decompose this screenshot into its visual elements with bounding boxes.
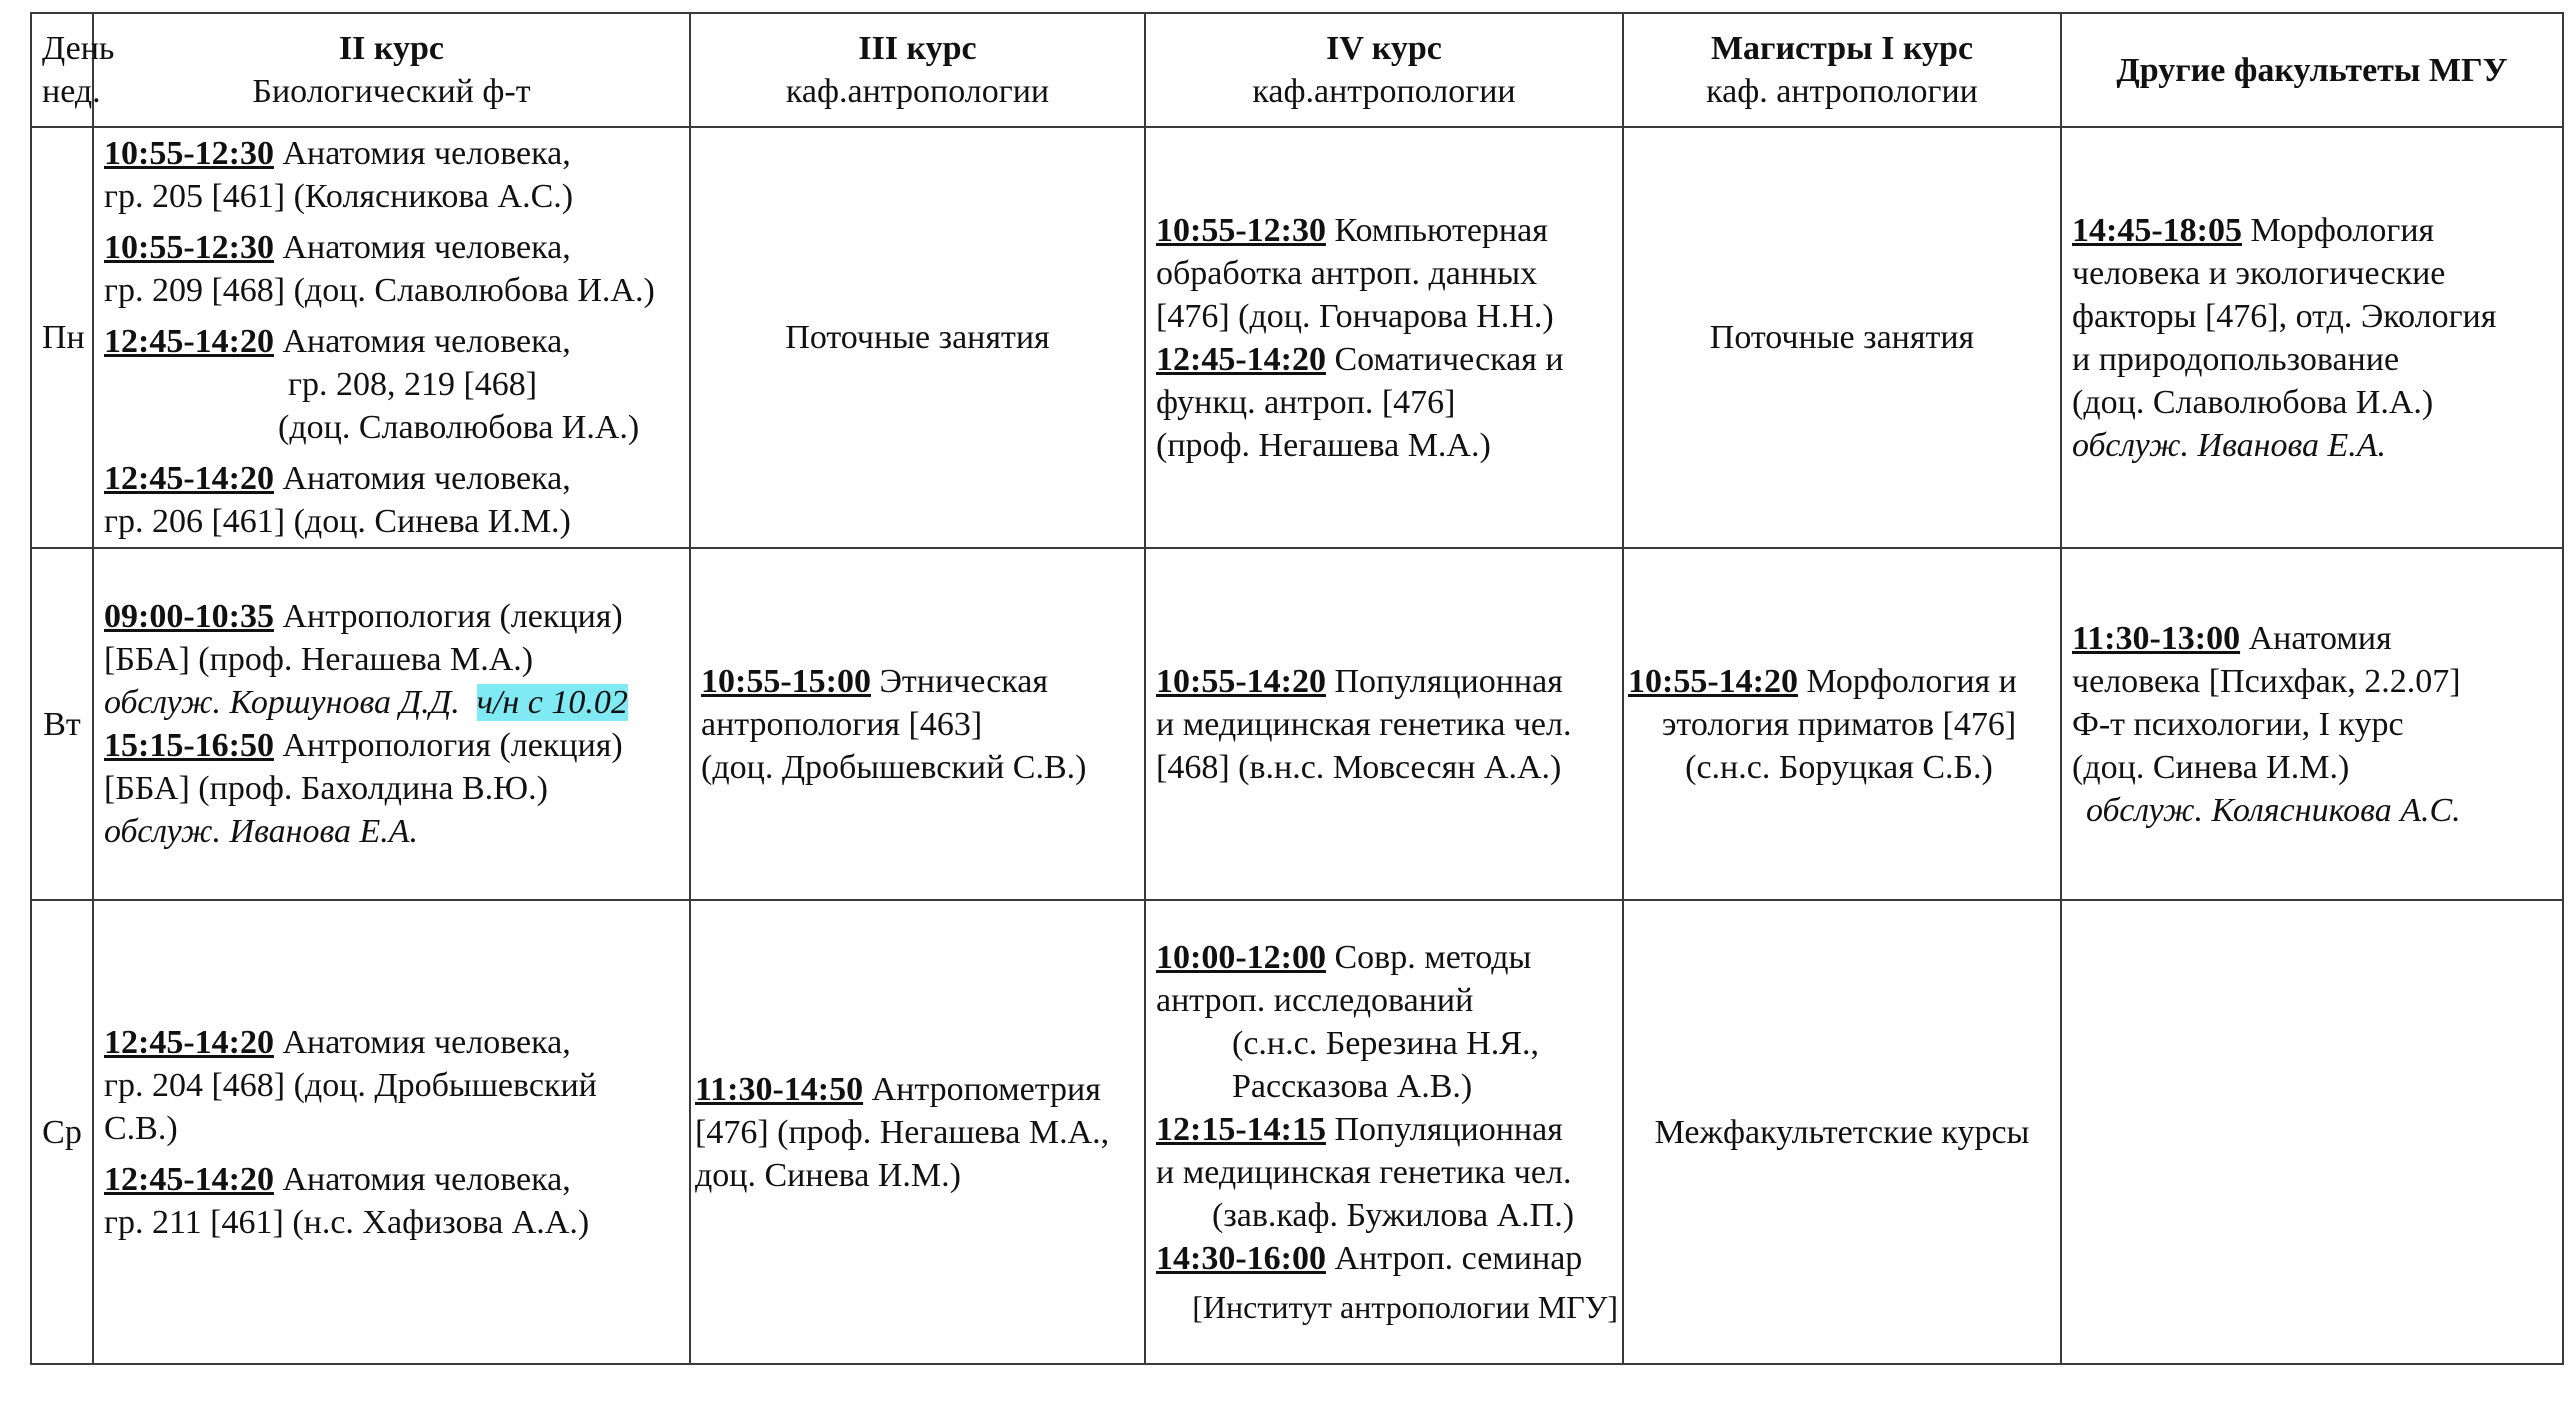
course-3-subtitle: каф.антропологии — [785, 73, 1050, 110]
course-2-title: II курс — [338, 30, 445, 67]
class-teacher: [468] (в.н.с. Мовсесян А.А.) — [1156, 748, 1562, 786]
class-subject: Анатомия человека, — [273, 229, 571, 266]
class-entry — [104, 226, 679, 312]
other-faculties-title: Другие факультеты МГУ — [2116, 51, 2508, 89]
tue-course-2-cell — [93, 548, 690, 900]
class-details: гр. 205 [461] (Колясникова А.С.) — [104, 178, 574, 215]
masters-subtitle: каф. антропологии — [1706, 73, 1978, 110]
wednesday-row — [31, 900, 2563, 1364]
tue-course-4-cell — [1145, 548, 1623, 900]
class-entry — [701, 660, 1134, 789]
class-details: гр. 208, 219 [468] — [288, 366, 538, 403]
class-subject: Морфология — [2241, 211, 2435, 249]
highlight-note: ч/н с 10.02 — [476, 684, 628, 721]
class-teacher: (доц. Синева И.М.) — [2072, 748, 2350, 786]
tue-masters-cell — [1623, 548, 2061, 900]
class-details: человека и экологические — [2072, 254, 2446, 292]
class-entry — [1156, 1237, 1618, 1329]
tuesday-row — [31, 548, 2563, 900]
header-row — [31, 13, 2563, 127]
day-of-week-header: День нед. — [31, 13, 93, 127]
wed-masters-cell: Межфакультетские курсы — [1623, 900, 2061, 1364]
wed-course-2-cell — [93, 900, 690, 1364]
course-3-title: III курс — [858, 30, 977, 67]
class-subject: Совр. методы — [1325, 938, 1532, 976]
class-service: обслуж. Иванова Е.А. — [104, 813, 419, 850]
class-subject: Популяционная — [1325, 662, 1563, 700]
mon-masters-cell: Поточные занятия — [1623, 127, 2061, 548]
class-time: 10:55-12:30 — [104, 229, 274, 266]
class-location: [Институт антропологии МГУ] — [1192, 1288, 1618, 1325]
class-time: 10:55-12:30 — [104, 135, 274, 172]
mon-course-2-cell — [93, 127, 690, 548]
class-entry — [2072, 209, 2552, 467]
tue-other-cell — [2061, 548, 2563, 900]
course-4-title: IV курс — [1326, 30, 1442, 67]
mon-course-4-cell — [1145, 127, 1623, 548]
course-3-header — [690, 13, 1145, 127]
class-subject: Этническая — [870, 662, 1049, 700]
class-details: [ББА] (проф. Бахолдина В.Ю.) — [104, 770, 548, 807]
class-details: гр. 206 [461] (доц. Синева И.М.) — [104, 503, 571, 540]
class-time: 10:55-14:20 — [1628, 662, 1798, 700]
class-time: 10:55-14:20 — [1156, 662, 1326, 700]
class-details: Ф-т психологии, I курс — [2072, 705, 2404, 743]
class-entry — [2072, 617, 2552, 832]
class-entry — [1156, 209, 1612, 338]
class-subject: Анатомия человека, — [273, 135, 571, 172]
class-details: гр. 209 [468] (доц. Славолюбова И.А.) — [104, 272, 655, 309]
class-entry — [104, 457, 679, 543]
class-time: 14:30-16:00 — [1156, 1239, 1326, 1277]
other-faculties-header — [2061, 13, 2563, 127]
class-service: обслуж. Коршунова Д.Д. — [104, 684, 460, 721]
class-time: 12:45-14:20 — [104, 1023, 274, 1061]
class-details: антропология [463] — [701, 705, 983, 743]
class-subject: Антроп. семинар — [1325, 1239, 1583, 1277]
class-subject: Анатомия человека, — [273, 1160, 571, 1198]
class-time: 10:55-15:00 — [701, 662, 871, 700]
masters-title: Магистры I курс — [1710, 30, 1974, 67]
class-teacher: (проф. Негашева М.А.) — [1156, 426, 1491, 464]
class-entry — [104, 132, 679, 218]
class-time: 12:15-14:15 — [1156, 1110, 1326, 1148]
class-entry — [1156, 936, 1618, 1108]
course-4-subtitle: каф.антропологии — [1252, 73, 1516, 110]
day-label-monday: Пн — [31, 127, 93, 548]
class-teacher: (доц. Славолюбова И.А.) — [2072, 383, 2434, 421]
class-time: 15:15-16:50 — [104, 727, 274, 764]
class-details: гр. 211 [461] (н.с. Хафизова А.А.) — [104, 1203, 590, 1241]
class-teacher: (с.н.с. Боруцкая С.Б.) — [1685, 748, 1993, 786]
class-subject: Антропология (лекция) — [273, 598, 623, 635]
class-time: 09:00-10:35 — [104, 598, 274, 635]
class-teacher: Рассказова А.В.) — [1232, 1067, 1473, 1105]
class-entry — [104, 724, 679, 853]
class-details: этология приматов [476] — [1661, 705, 2017, 743]
class-entry — [1156, 338, 1612, 467]
class-details: обработка антроп. данных — [1156, 254, 1538, 292]
class-teacher: (доц. Дробышевский С.В.) — [701, 748, 1087, 786]
class-subject: Компьютерная — [1325, 211, 1548, 249]
day-label-wednesday: Ср — [31, 900, 93, 1364]
tue-course-3-cell — [690, 548, 1145, 900]
class-time: 12:45-14:20 — [104, 1160, 274, 1198]
day-label-tuesday: Вт — [31, 548, 93, 900]
wed-other-cell — [2061, 900, 2563, 1364]
course-2-header — [93, 13, 690, 127]
class-teacher: (доц. Славолюбова И.А.) — [278, 409, 640, 446]
class-subject: Популяционная — [1325, 1110, 1563, 1148]
class-time: 12:45-14:20 — [1156, 340, 1326, 378]
class-time: 14:45-18:05 — [2072, 211, 2242, 249]
class-subject: Антропометрия — [863, 1070, 1101, 1108]
class-subject: Морфология и — [1797, 662, 2017, 700]
class-entry — [695, 1068, 1142, 1197]
class-entry — [104, 1021, 679, 1150]
class-time: 12:45-14:20 — [104, 460, 274, 497]
class-subject: Анатомия человека, — [273, 1023, 571, 1061]
class-time: 10:00-12:00 — [1156, 938, 1326, 976]
wed-course-4-cell — [1145, 900, 1623, 1364]
schedule-table — [30, 12, 2564, 1365]
class-details: и медицинская генетика чел. — [1156, 1153, 1572, 1191]
monday-row — [31, 127, 2563, 548]
mon-course-3-cell: Поточные занятия — [690, 127, 1145, 548]
class-time: 10:55-12:30 — [1156, 211, 1326, 249]
class-entry — [1156, 1108, 1618, 1237]
class-time: 11:30-13:00 — [2072, 619, 2241, 657]
class-subject: Анатомия человека, — [273, 460, 571, 497]
class-details: [476] (проф. Негашева М.А., — [695, 1113, 1110, 1151]
course-4-header — [1145, 13, 1623, 127]
class-subject: Антропология (лекция) — [273, 727, 623, 764]
class-details: функц. антроп. [476] — [1156, 383, 1456, 421]
class-teacher: (зав.каф. Бужилова А.П.) — [1212, 1196, 1575, 1234]
class-details: факторы [476], отд. Экология — [2072, 297, 2497, 335]
class-details: человека [Психфак, 2.2.07] — [2072, 662, 2461, 700]
class-service: обслуж. Колясникова А.С. — [2086, 791, 2461, 829]
class-teacher: (с.н.с. Березина Н.Я., — [1232, 1024, 1539, 1062]
class-entry — [104, 1158, 679, 1244]
class-details: [ББА] (проф. Негашева М.А.) — [104, 641, 534, 678]
class-teacher: доц. Синева И.М.) — [695, 1156, 961, 1194]
class-time: 12:45-14:20 — [104, 323, 274, 360]
class-entry — [104, 320, 679, 449]
class-entry — [1156, 660, 1612, 789]
class-entry — [1628, 660, 2050, 789]
class-time: 11:30-14:50 — [695, 1070, 864, 1108]
class-service: обслуж. Иванова Е.А. — [2072, 426, 2387, 464]
class-teacher: [476] (доц. Гончарова Н.Н.) — [1156, 297, 1554, 335]
class-details: и природопользование — [2072, 340, 2400, 378]
wed-course-3-cell — [690, 900, 1145, 1364]
class-details: и медицинская генетика чел. — [1156, 705, 1572, 743]
course-2-subtitle: Биологический ф-т — [252, 73, 531, 110]
class-subject: Соматическая и — [1325, 340, 1564, 378]
mon-other-cell — [2061, 127, 2563, 548]
masters-header — [1623, 13, 2061, 127]
class-details: гр. 204 [468] (доц. Дробышевский С.В.) — [104, 1066, 597, 1147]
class-entry — [104, 595, 679, 724]
class-details: антроп. исследований — [1156, 981, 1474, 1019]
class-subject: Анатомия человека, — [273, 323, 571, 360]
class-subject: Анатомия — [2240, 619, 2392, 657]
